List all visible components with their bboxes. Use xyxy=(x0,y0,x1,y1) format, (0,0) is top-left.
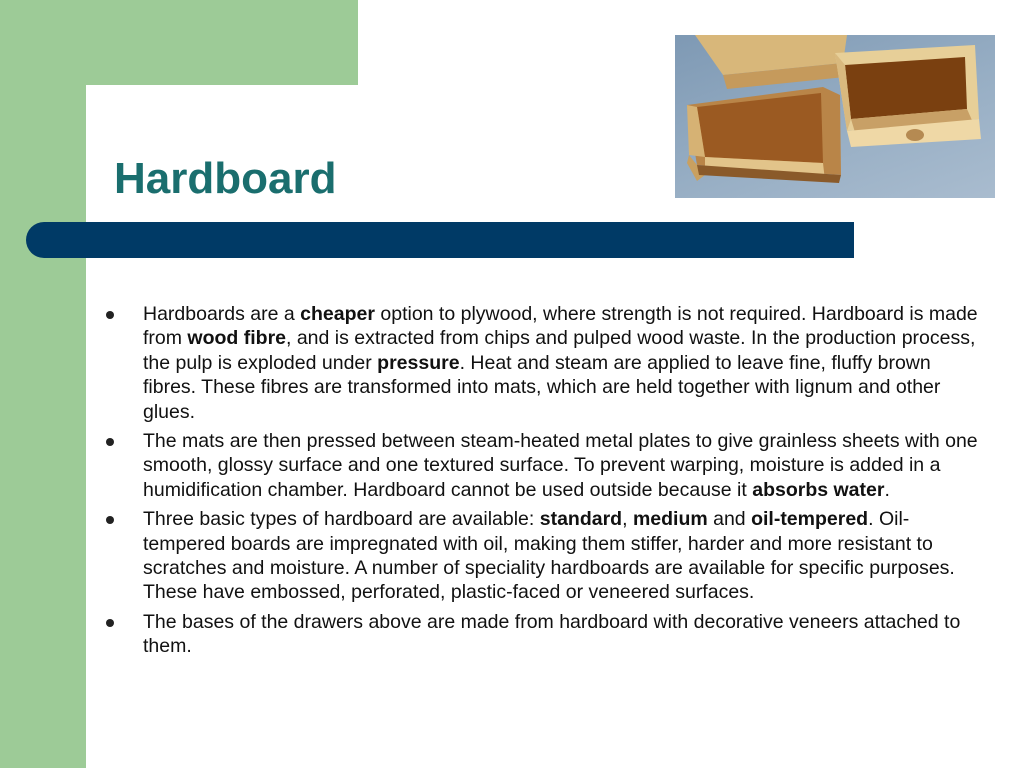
green-side-band xyxy=(0,0,86,768)
bullet-item: The bases of the drawers above are made from hardboard with decorative veneers attached to them. xyxy=(104,610,989,659)
bullet-item: Hardboards are a cheaper option to plywood, where strength is not required. Hardboard is made from wood fibre, and is extracted from chips and pulped wood waste. In the production process, the pulp is exploded under pressure. Heat and steam are applied to leave fine, fluffy brown fibres. These fibres are transformed into mats, which are held together with lignum and other glues. xyxy=(104,302,989,424)
bullet-dot-icon xyxy=(106,438,114,446)
bullet-item: Three basic types of hardboard are available: standard, medium and oil-tempered. Oil-tempered boards are impregnated with oil, making them stiffer, harder and more resistant to scratches and moisture. A number of speciality hardboards are available for specific purposes. These have embossed, perforated, plastic-faced or veneered surfaces. xyxy=(104,507,989,605)
title-underline-bar xyxy=(26,222,854,258)
bullet-dot-icon xyxy=(106,311,114,319)
bullet-item: The mats are then pressed between steam-heated metal plates to give grainless sheets with one smooth, glossy surface and one textured surface. To prevent warping, moisture is added in a humidification chamber. Hardboard cannot be used outside because it absorbs water. xyxy=(104,429,989,502)
slide-title: Hardboard xyxy=(114,154,337,203)
wooden-drawers-photo-icon xyxy=(675,35,995,198)
bullet-list xyxy=(104,302,989,664)
bullet-dot-icon xyxy=(106,619,114,627)
bullet-dot-icon xyxy=(106,516,114,524)
green-top-band xyxy=(0,0,358,85)
